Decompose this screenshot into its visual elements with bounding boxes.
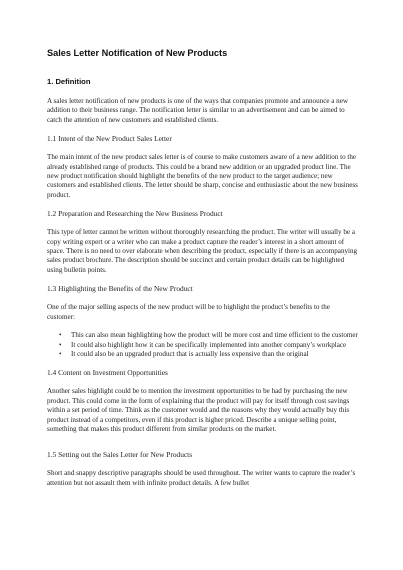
document-title: Sales Letter Notification of New Products [47,48,228,58]
benefits-list [47,331,358,359]
list-item: • It could also be an upgraded product that is actually less expensive than the original [71,350,358,359]
preparation-paragraph: This type of letter cannot be written without thoroughly researching the product. The writer will usually be a copy writing expert or a writer who can make a product capture the reader’s interest in a short amount of space. There is no need to over elaborate when describing the product, especially if there is an accompanying sales product brochure. The description should be succinct and certain product details can be highlighted using bulletin points. [47,228,358,274]
intent-paragraph: The main intent of the new product sales letter is of course to make customers aware of a new addition to the already established range of products. This could be a brand new addition or an upgraded product line. The new product notification should highlight the benefits of the new product to the target audience; new customers and established clients. The letter should be sharp, concise and enthusiastic about the new business product. [47,153,358,199]
subsection-heading-intent: 1.1 Intent of the New Product Sales Letter [47,134,172,144]
list-item: • It could also highlight how it can be specifically implemented into another company’s workplace [71,341,358,350]
investment-paragraph: Another sales highlight could be to mention the investment opportunities to be had by purchasing the new product. This could come in the form of explaining that the product will pay for itself through cost savings within a set period of time. Think as the customer would and the reasons why they would actually buy this product instead of a competitors, even if this product is higher priced. Describe a unique selling point, something that makes this product different from similar products on the market. [47,387,350,433]
subsection-heading-setting-out: 1.5 Setting out the Sales Letter for New Products [47,450,193,460]
subsection-heading-preparation: 1.2 Preparation and Researching the New Business Product [47,209,223,219]
list-item: • This can also mean highlighting how the product will be more cost and time efficient to the customer [71,331,358,340]
definition-paragraph: A sales letter notification of new products is one of the ways that companies promote and announce a new addition to their business range. The notification letter is similar to an advertisement and can be aimed to catch the attention of new customers and established clients. [47,97,349,124]
subsection-heading-benefits: 1.3 Highlighting the Benefits of the New Product [47,284,193,294]
subsection-heading-investment: 1.4 Content on Investment Opportunities [47,368,168,378]
section-heading-definition: 1. Definition [47,77,91,86]
benefits-paragraph: One of the major selling aspects of the new product will be to highlight the product’s benefits to the customer: [47,303,330,321]
setting-out-paragraph: Short and snappy descriptive paragraphs should be used throughout. The writer wants to capture the reader’s attention but not assault them with infinite product details. A few bullet [47,469,356,487]
